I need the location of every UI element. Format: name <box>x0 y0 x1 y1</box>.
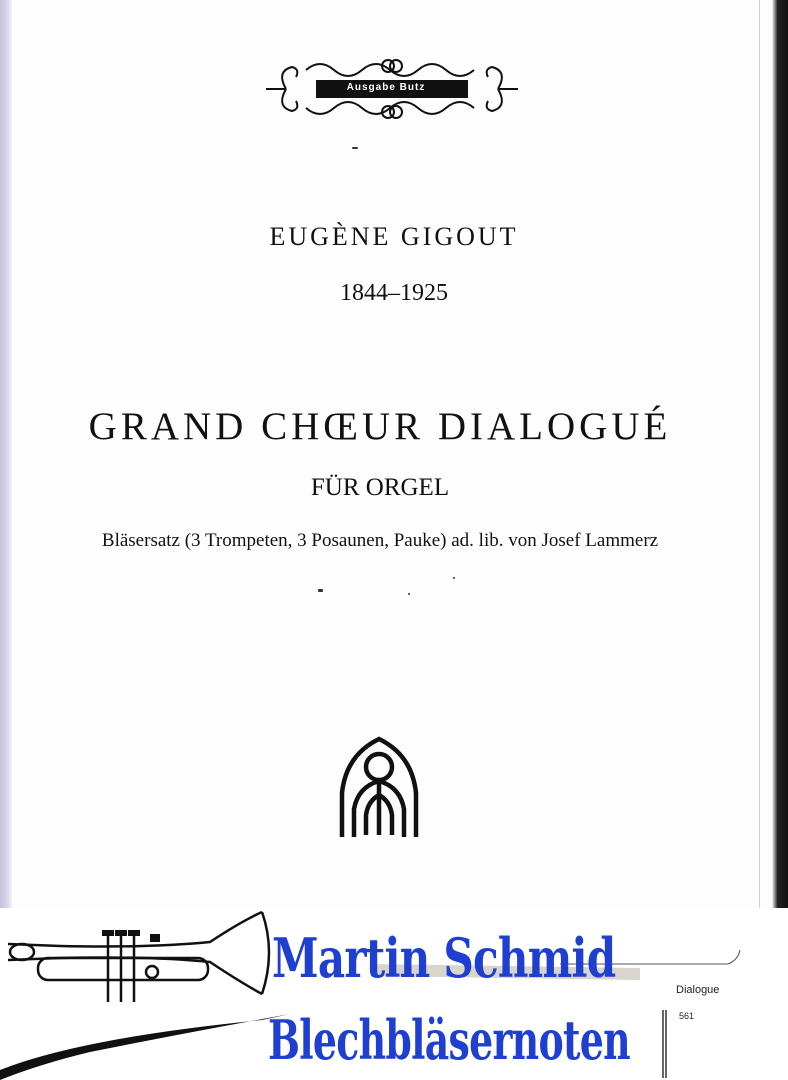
publisher-label: Ausgabe Butz <box>346 82 426 93</box>
scan-speck <box>318 589 323 592</box>
composer-dates: 1844–1925 <box>340 280 448 306</box>
watermark-line-1: Martin Schmid <box>272 926 616 990</box>
watermark-line-2: Blechbläsernoten <box>268 1008 630 1072</box>
side-tab-label: Dialogue <box>676 984 720 996</box>
scan-speck <box>408 593 410 595</box>
gothic-arch-icon <box>336 735 422 837</box>
work-title: GRAND CHŒUR DIALOGUÉ <box>88 405 672 448</box>
composer-name: EUGÈNE GIGOUT <box>269 222 519 251</box>
arrangement-credits: Bläsersatz (3 Trompeten, 3 Posaunen, Pauke) ad. lib. von Josef Lammerz <box>101 530 659 551</box>
scan-speck <box>352 147 358 149</box>
work-subtitle: FÜR ORGEL <box>310 474 450 501</box>
side-tab-number: 561 <box>679 1011 695 1021</box>
scan-speck <box>453 577 455 579</box>
